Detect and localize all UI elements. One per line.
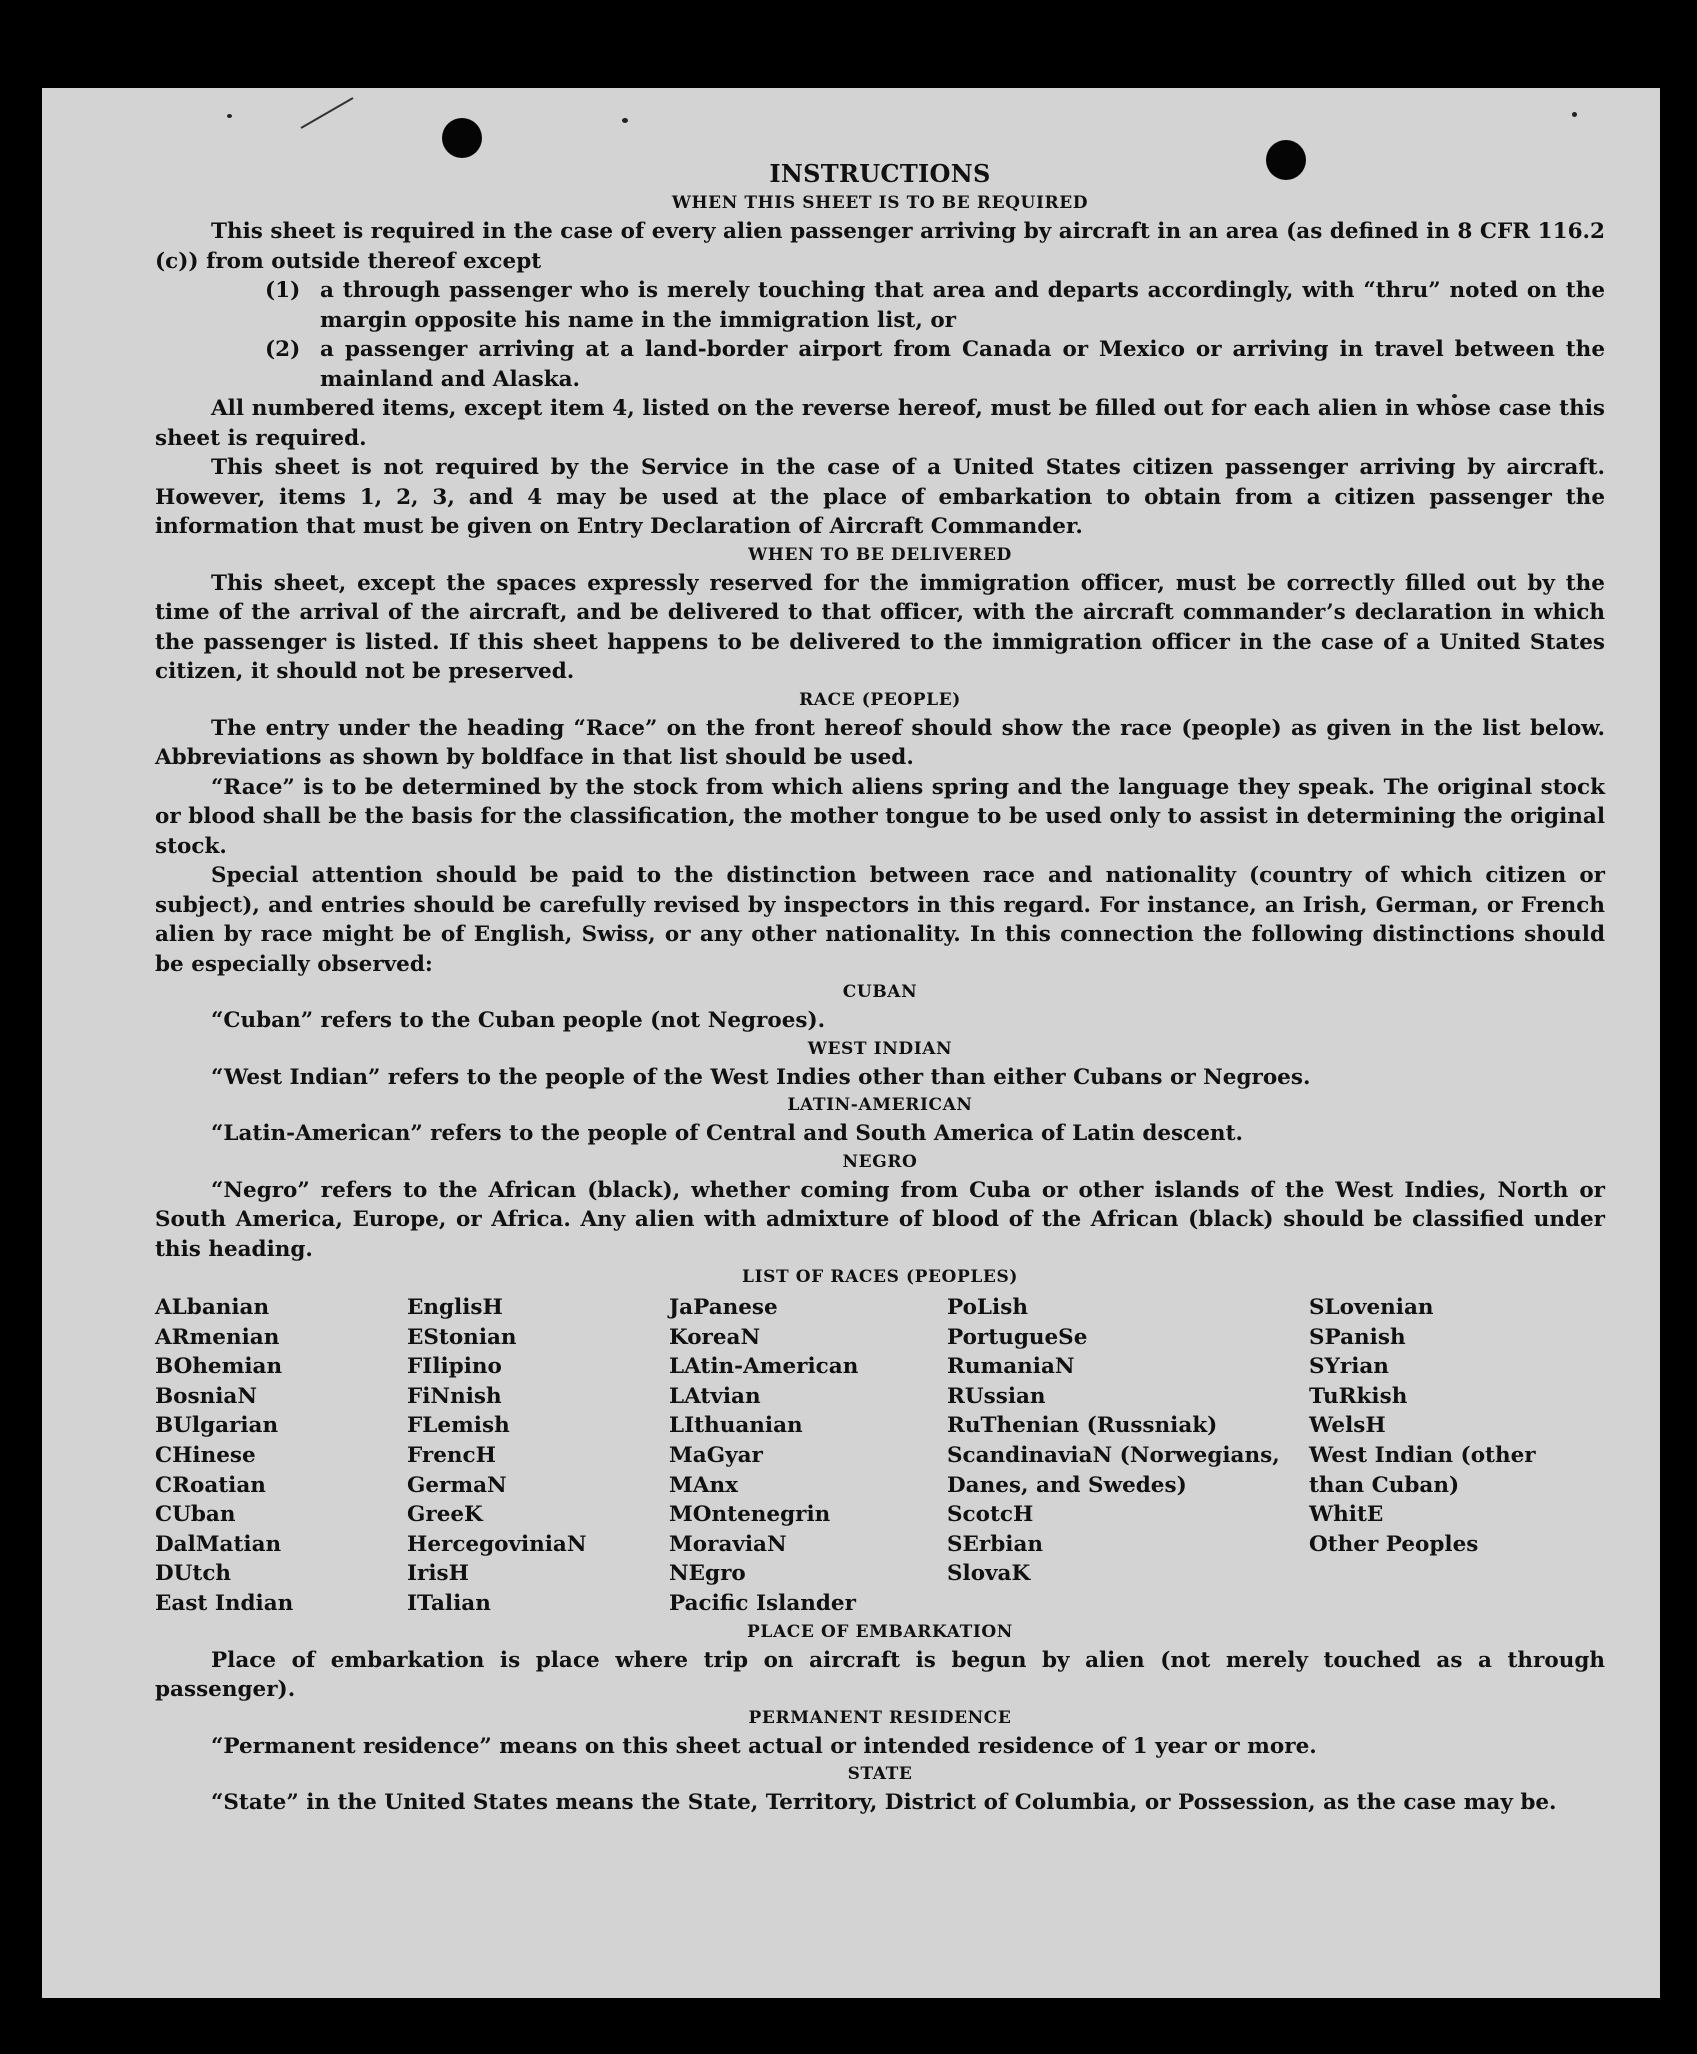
- race-entry: BOhemian: [155, 1354, 283, 1380]
- race-entry: LAtvian: [669, 1383, 761, 1409]
- item-number: (2): [265, 337, 301, 362]
- page-title: INSTRUCTIONS: [769, 159, 991, 188]
- race-entry: RUssian: [947, 1383, 1046, 1409]
- section-heading-list-of-races: LIST OF RACES (PEOPLES): [742, 1267, 1018, 1287]
- paragraph: “Latin-American” refers to the people of Central and South America of Latin descent.: [211, 1121, 1243, 1146]
- paragraph: Special attention should be paid to the distinction between race and nationality (country of which citizen or subject), and entries should be carefully revised by inspectors in this regard. For instance, an Irish, German, or French alien by race might be of English, Swiss, or any other nationality. In this connection the following distinctions should be especially observed:: [155, 863, 1605, 977]
- race-entry: LIthuanian: [669, 1413, 803, 1439]
- paragraph: This sheet is not required by the Service in the case of a United States citizen passenger arriving by aircraft. However, items 1, 2, 3, and 4 may be used at the place of embarkation to obtain from a citizen passenger the information that must be given on Entry Declaration of Aircraft Commander.: [155, 455, 1605, 539]
- paragraph: This sheet, except the spaces expressly reserved for the immigration officer, must be correctly filled out by the time of the arrival of the aircraft, and be delivered to that officer, with the aircraft commander’s declaration in which the passenger is listed. If this sheet happens to be delivered to the immigration officer in the case of a United States citizen, it should not be preserved.: [155, 570, 1605, 684]
- race-entry: WhitE: [1309, 1502, 1384, 1528]
- item-text: a through passenger who is merely touching that area and departs accordingly, with “thru” noted on the margin opposite his name in the immigration list, or: [320, 278, 1605, 333]
- races-column: [669, 1293, 947, 1619]
- paragraph: All numbered items, except item 4, listed on the reverse hereof, must be filled out for each alien in whose case this sheet is required.: [155, 396, 1605, 451]
- race-entry: BosniaN: [155, 1383, 257, 1409]
- paragraph: “Permanent residence” means on this sheet actual or intended residence of 1 year or more.: [211, 1733, 1317, 1759]
- race-entry: ITalian: [407, 1590, 491, 1616]
- race-entry: SYrian: [1309, 1354, 1389, 1380]
- paragraph: “Cuban” refers to the Cuban people (not Negroes).: [211, 1008, 826, 1033]
- race-entry: RumaniaN: [947, 1354, 1075, 1380]
- speck: [227, 114, 232, 118]
- race-entry: ScotcH: [947, 1502, 1034, 1528]
- race-entry: FrencH: [407, 1442, 496, 1468]
- race-entry: DalMatian: [155, 1531, 282, 1557]
- race-entry: SErbian: [947, 1531, 1044, 1557]
- races-column: [155, 1293, 407, 1619]
- section-heading-required: WHEN THIS SHEET IS TO BE REQUIRED: [671, 193, 1089, 213]
- section-heading-latin-american: LATIN-AMERICAN: [787, 1095, 973, 1115]
- paragraph: “Race” is to be determined by the stock from which aliens spring and the language they speak. The original stock or blood shall be the basis for the classification, the mother tongue to be used only to assist in determining the original stock.: [155, 774, 1605, 859]
- race-entry: MOntenegrin: [669, 1502, 831, 1528]
- section-heading-residence: PERMANENT RESIDENCE: [748, 1707, 1012, 1728]
- paragraph: “Negro” refers to the African (black), whether coming from Cuba or other islands of the West Indies, North or South America, Europe, or Africa. Any alien with admixture of blood of the African (black) should be classified under this heading.: [155, 1177, 1605, 1262]
- section-heading-cuban: CUBAN: [842, 982, 918, 1002]
- race-entry: NEgro: [669, 1561, 746, 1587]
- race-entry: CUban: [155, 1502, 236, 1528]
- race-entry: [947, 1441, 1309, 1500]
- section-heading-race: RACE (PEOPLE): [799, 689, 961, 710]
- section-heading-west-indian: WEST INDIAN: [807, 1038, 953, 1059]
- race-entry: HercegoviniaN: [407, 1531, 587, 1557]
- document-page: [42, 88, 1660, 1998]
- race-entry: ALbanian: [155, 1295, 270, 1320]
- instructions-content: [155, 158, 1605, 1818]
- race-entry: CRoatian: [155, 1472, 266, 1498]
- race-entry: DUtch: [155, 1561, 232, 1587]
- race-entry: Pacific Islander: [669, 1590, 856, 1616]
- paragraph: “West Indian” refers to the people of the West Indies other than either Cubans or Negroes.: [211, 1064, 1311, 1090]
- paragraph: “State” in the United States means the State, Territory, District of Columbia, or Possession, as the case may be.: [211, 1790, 1557, 1816]
- paragraph: The entry under the heading “Race” on the front hereof should show the race (people) as given in the list below. Abbreviations as shown by boldface in that list should be used.: [155, 715, 1605, 770]
- pen-mark: [301, 97, 354, 129]
- item-number: (1): [265, 278, 301, 303]
- race-entry: IrisH: [407, 1561, 469, 1587]
- race-entry: RuThenian (Russniak): [947, 1413, 1218, 1439]
- race-entry: EStonian: [407, 1324, 517, 1350]
- race-entry: KoreaN: [669, 1324, 761, 1350]
- punch-hole: [442, 118, 482, 158]
- list-item: [155, 276, 1605, 335]
- races-column: [407, 1293, 669, 1619]
- race-entry: PoLish: [947, 1295, 1028, 1320]
- race-entry: MoraviaN: [669, 1531, 787, 1557]
- speck: [1572, 112, 1577, 117]
- race-entry: East Indian: [155, 1590, 294, 1616]
- section-heading-state: STATE: [847, 1764, 913, 1785]
- race-entry: CHinese: [155, 1442, 256, 1468]
- speck: [622, 118, 628, 123]
- race-entry: SPanish: [1309, 1324, 1406, 1350]
- race-entry: SlovaK: [947, 1561, 1031, 1587]
- paragraph: This sheet is required in the case of every alien passenger arriving by aircraft in an area (as defined in 8 CFR 116.2 (c)) from outside thereof except: [155, 219, 1605, 274]
- race-entry: GermaN: [407, 1472, 507, 1498]
- race-entry: West Indian (other than Cuban): [1309, 1442, 1536, 1498]
- race-entry: MAnx: [669, 1472, 738, 1498]
- race-entry: FIlipino: [407, 1354, 502, 1380]
- race-entry: MaGyar: [669, 1442, 763, 1468]
- race-entry: JaPanese: [669, 1295, 778, 1320]
- race-entry: BUlgarian: [155, 1413, 279, 1439]
- race-entry: FiNnish: [407, 1383, 502, 1409]
- race-entry: ARmenian: [155, 1324, 280, 1350]
- races-list: [155, 1293, 1605, 1619]
- item-text: a passenger arriving at a land-border airport from Canada or Mexico or arriving in travel between the mainland and Alaska.: [320, 337, 1605, 392]
- race-entry: EnglisH: [407, 1295, 503, 1320]
- paragraph: Place of embarkation is place where trip on aircraft is begun by alien (not merely touched as a through passenger).: [155, 1647, 1605, 1703]
- race-entry: TuRkish: [1309, 1383, 1408, 1409]
- race-entry: PortugueSe: [947, 1324, 1088, 1350]
- races-column: [1309, 1293, 1559, 1619]
- section-heading-embarkation: PLACE OF EMBARKATION: [747, 1621, 1013, 1642]
- race-entry: WelsH: [1309, 1413, 1386, 1439]
- race-entry: SLovenian: [1309, 1295, 1434, 1320]
- race-entry: GreeK: [407, 1502, 483, 1528]
- section-heading-negro: NEGRO: [842, 1151, 918, 1172]
- section-heading-delivered: WHEN TO BE DELIVERED: [748, 544, 1012, 565]
- race-entry: LAtin-American: [669, 1354, 859, 1380]
- races-column: [947, 1293, 1309, 1619]
- race-entry: Other Peoples: [1309, 1531, 1479, 1557]
- race-entry-text: ScandinaviaN (Norwegians, Danes, and Swedes): [947, 1442, 1280, 1498]
- race-entry: FLemish: [407, 1413, 510, 1439]
- list-item: [155, 335, 1605, 394]
